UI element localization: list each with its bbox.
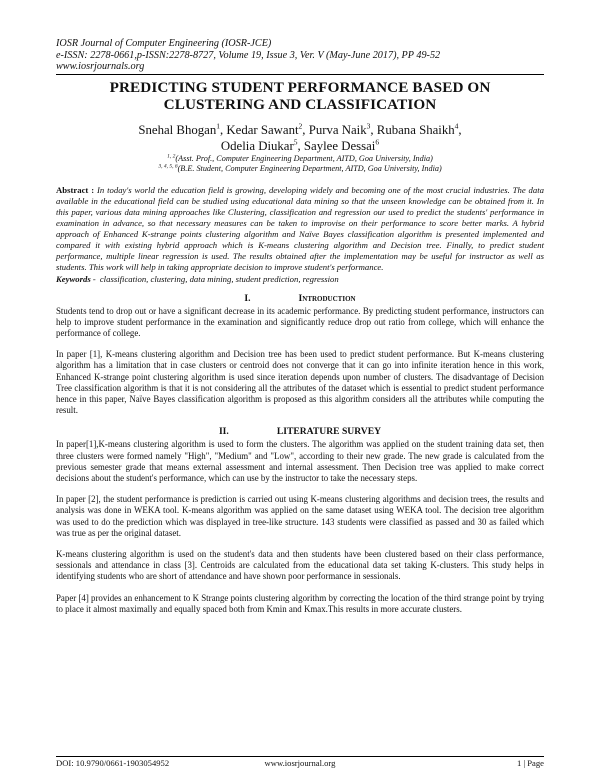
paragraph: In paper[1],K-means clustering algorithm is used to form the clusters. The algorithm was applied on the student training data set, then three clusters were formed namely "High", "Medium" and "Low", according to their new grade. The new grade is calculated from the previous semester grade that means external assessment and internal assessment. Then Decision tree was applied to make correct decisions about the student's performance, which can use by the instructor to take the necessary steps. (56, 439, 544, 483)
section-heading-introduction: I. Introduction (244, 292, 356, 304)
journal-header (56, 38, 544, 73)
paragraph: K-means clustering algorithm is used on the student's data and then students have been clustered based on their class performance, sessionals and attendance in class [3]. Centroids are calculated from the educational data set taking K-clusters. This study helps in identifying students who are short of attendance and have shown poor performance in sessionals. (56, 548, 544, 582)
page-footer (56, 758, 544, 768)
keywords-label: Keywords - (56, 273, 96, 284)
journal-url[interactable]: www.iosrjournals.org (56, 61, 145, 73)
journal-name: IOSR Journal of Computer Engineering (IOSR-JCE) (56, 38, 272, 49)
affiliation-2: $^{3, 4, 5, 6}$(B.E. Student, Computer Engineering Department, AITD, Goa University, India) (158, 163, 442, 173)
title-line-1: PREDICTING STUDENT PERFORMANCE BASED ON (109, 78, 491, 96)
journal-issue: e-ISSN: 2278-0661,p-ISSN:2278-8727, Volume 19, Issue 3, Ver. V (May-June 2017), PP 49-52 (56, 49, 441, 61)
affiliations (56, 154, 544, 174)
paragraph: Paper [4] provides an enhancement to K Strange points clustering algorithm by correcting the location of the third strange point by trying to place it almost maximally and equally spaced both from Kmin and Kmax.This results in more accurate clusters. (56, 592, 544, 614)
title-line-2: CLUSTERING AND CLASSIFICATION (163, 95, 437, 113)
paragraph: In paper [1], K-means clustering algorithm and Decision tree has been used to predict student performance. But K-means clustering algorithm has a limitation that in case clusters or centroid does not converge that it can go into infinite iteration hence in this work, Enhanced K-strange point clustering algorithm is used since iteration depends upon number of clusters. The disadvantage of Decision Tree classification algorithm is that it is not considering all the attributes of the dataset which is essential to predict student performance hence in this paper, Naïve Bayes classification algorithm is proposed as this algorithm considers all the attributes while computing the result. (56, 349, 544, 416)
page-number: 1 | Page (516, 758, 544, 768)
section-heading-literature-survey: II. LITERATURE SURVEY (218, 426, 382, 438)
abstract (56, 185, 544, 274)
footer-rule (56, 756, 544, 757)
abstract-label: Abstract : (56, 184, 95, 195)
keywords-text: classification, clustering, data mining, student prediction, regression (99, 273, 339, 284)
abstract-text: In today's world the education field is growing, developing widely and becoming one of the most crucial industries. The data available in the educational field can be studied using educational data mining so that the unseen knowledge can be obtained from it. In this paper, various data mining approaches like Clustering, classification and regression our used to predict the students' performance in examination in advance, so that necessary measures can be taken to improvise on their performance to score better marks. A hybrid approach of Enhanced K-strange points clustering algorithm and Naïve Bayes classification algorithm is presented implemented and compared it with existing hybrid approach which is K-means clustering algorithm and Decision tree. Finally, to predict student performance, multiple linear regression is used. The results obtained after the implementation may be useful for instructor as well as students. This work will help in taking appropriate decision to improve student's performance. (56, 184, 545, 273)
author: Saylee Dessai (303, 138, 376, 153)
author: Purva Naik (308, 122, 367, 137)
doi[interactable]: DOI: 10.9790/0661-1903054952 (56, 758, 170, 768)
author: Kedar Sawant (226, 122, 299, 137)
affiliation-1: $^{1, 2}$(Asst. Prof., Computer Engineering Department, AITD, Goa University, India) (167, 153, 433, 163)
footer-site[interactable]: www.iosrjournal.org (264, 758, 336, 768)
paper-title (56, 79, 544, 113)
keywords (56, 274, 544, 285)
author: Snehal Bhogan (138, 122, 217, 137)
paragraph: Students tend to drop out or have a significant decrease in its academic performance. By predicting student performance, instructors can help to improve student performance in the examination and significantly reduce drop out ratio from college, which will enhance the performance of college. (56, 305, 544, 338)
header-rule (56, 74, 544, 75)
paragraph: In paper [2], the student performance is prediction is carried out using K-means clustering algorithms and decision trees, the results and analysis was done in WEKA tool. K-means algorithm was applied on the same dataset using WEKA tool. The decision tree algorithm was used to do the prediction which was displayed in tree-like structure. 143 students were classified as passed and 30 as failed which was true as per the original dataset. (56, 494, 544, 538)
author: Odelia Diukar (220, 138, 294, 153)
author-list: Snehal Bhogan$^1$, Kedar Sawant$^2$, Purva Naik$^3$, Rubana Shaikh$^4$, Odelia Diukar$^5$, Saylee Dessai$^6$ (138, 121, 462, 153)
author: Rubana Shaikh (376, 122, 455, 137)
